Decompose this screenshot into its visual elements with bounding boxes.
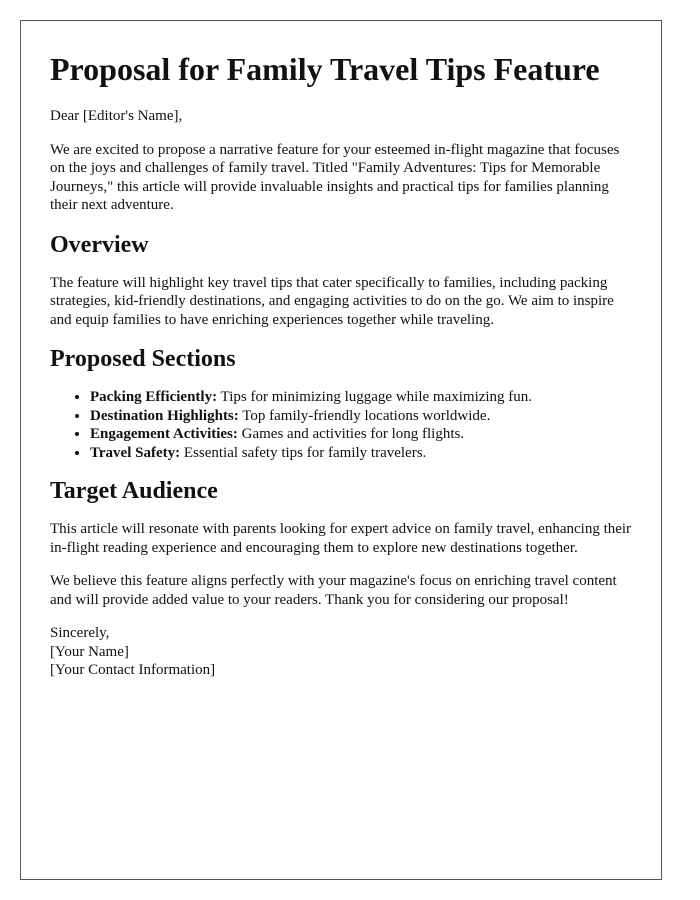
letter-page bbox=[20, 20, 662, 880]
conclusion-paragraph: We believe this feature aligns perfectly with your magazine's focus on enriching travel content and will provide added value to your readers. Thank you for considering our proposal! bbox=[50, 573, 617, 608]
page-title: Proposal for Family Travel Tips Feature bbox=[50, 51, 600, 87]
list-item-title: Packing Efficiently: bbox=[90, 389, 218, 405]
closing-block bbox=[50, 624, 632, 680]
overview-paragraph: The feature will highlight key travel tips that cater specifically to families, including packing strategies, kid-friendly destinations, and engaging activities to do on the go. We aim to inspire and equip families to have enriching experiences together while traveling. bbox=[50, 274, 614, 328]
proposed-sections-heading: Proposed Sections bbox=[50, 346, 236, 372]
sender-contact: [Your Contact Information] bbox=[50, 662, 216, 678]
intro-paragraph: We are excited to propose a narrative feature for your esteemed in-flight magazine that focuses on the joys and challenges of family travel. Titled "Family Adventures: Tips for Memorable Journeys," this article will provide invaluable insights and practical tips for families planning their next adventure. bbox=[50, 141, 620, 213]
list-item-text: Top family-friendly locations worldwide. bbox=[238, 407, 491, 424]
proposed-sections-list bbox=[50, 388, 632, 462]
list-item-title: Travel Safety: bbox=[90, 444, 181, 461]
target-audience-heading: Target Audience bbox=[50, 478, 218, 504]
signoff: Sincerely, bbox=[50, 625, 110, 641]
list-item-text: Games and activities for long flights. bbox=[237, 426, 465, 442]
list-item-text: Tips for minimizing luggage while maximizing fun. bbox=[217, 389, 533, 405]
list-item bbox=[90, 425, 632, 444]
sender-name: [Your Name] bbox=[50, 643, 129, 660]
overview-heading: Overview bbox=[50, 231, 149, 258]
list-item bbox=[90, 444, 632, 463]
list-item bbox=[90, 388, 632, 407]
list-item-title: Engagement Activities: bbox=[90, 426, 238, 442]
list-item-text: Essential safety tips for family travelers. bbox=[180, 444, 427, 461]
target-audience-paragraph: This article will resonate with parents looking for expert advice on family travel, enhancing their in-flight reading experience and encouraging them to explore new destinations together. bbox=[50, 521, 632, 556]
salutation: Dear [Editor's Name], bbox=[50, 108, 183, 124]
list-item bbox=[90, 407, 632, 426]
list-item-title: Destination Highlights: bbox=[90, 407, 239, 424]
